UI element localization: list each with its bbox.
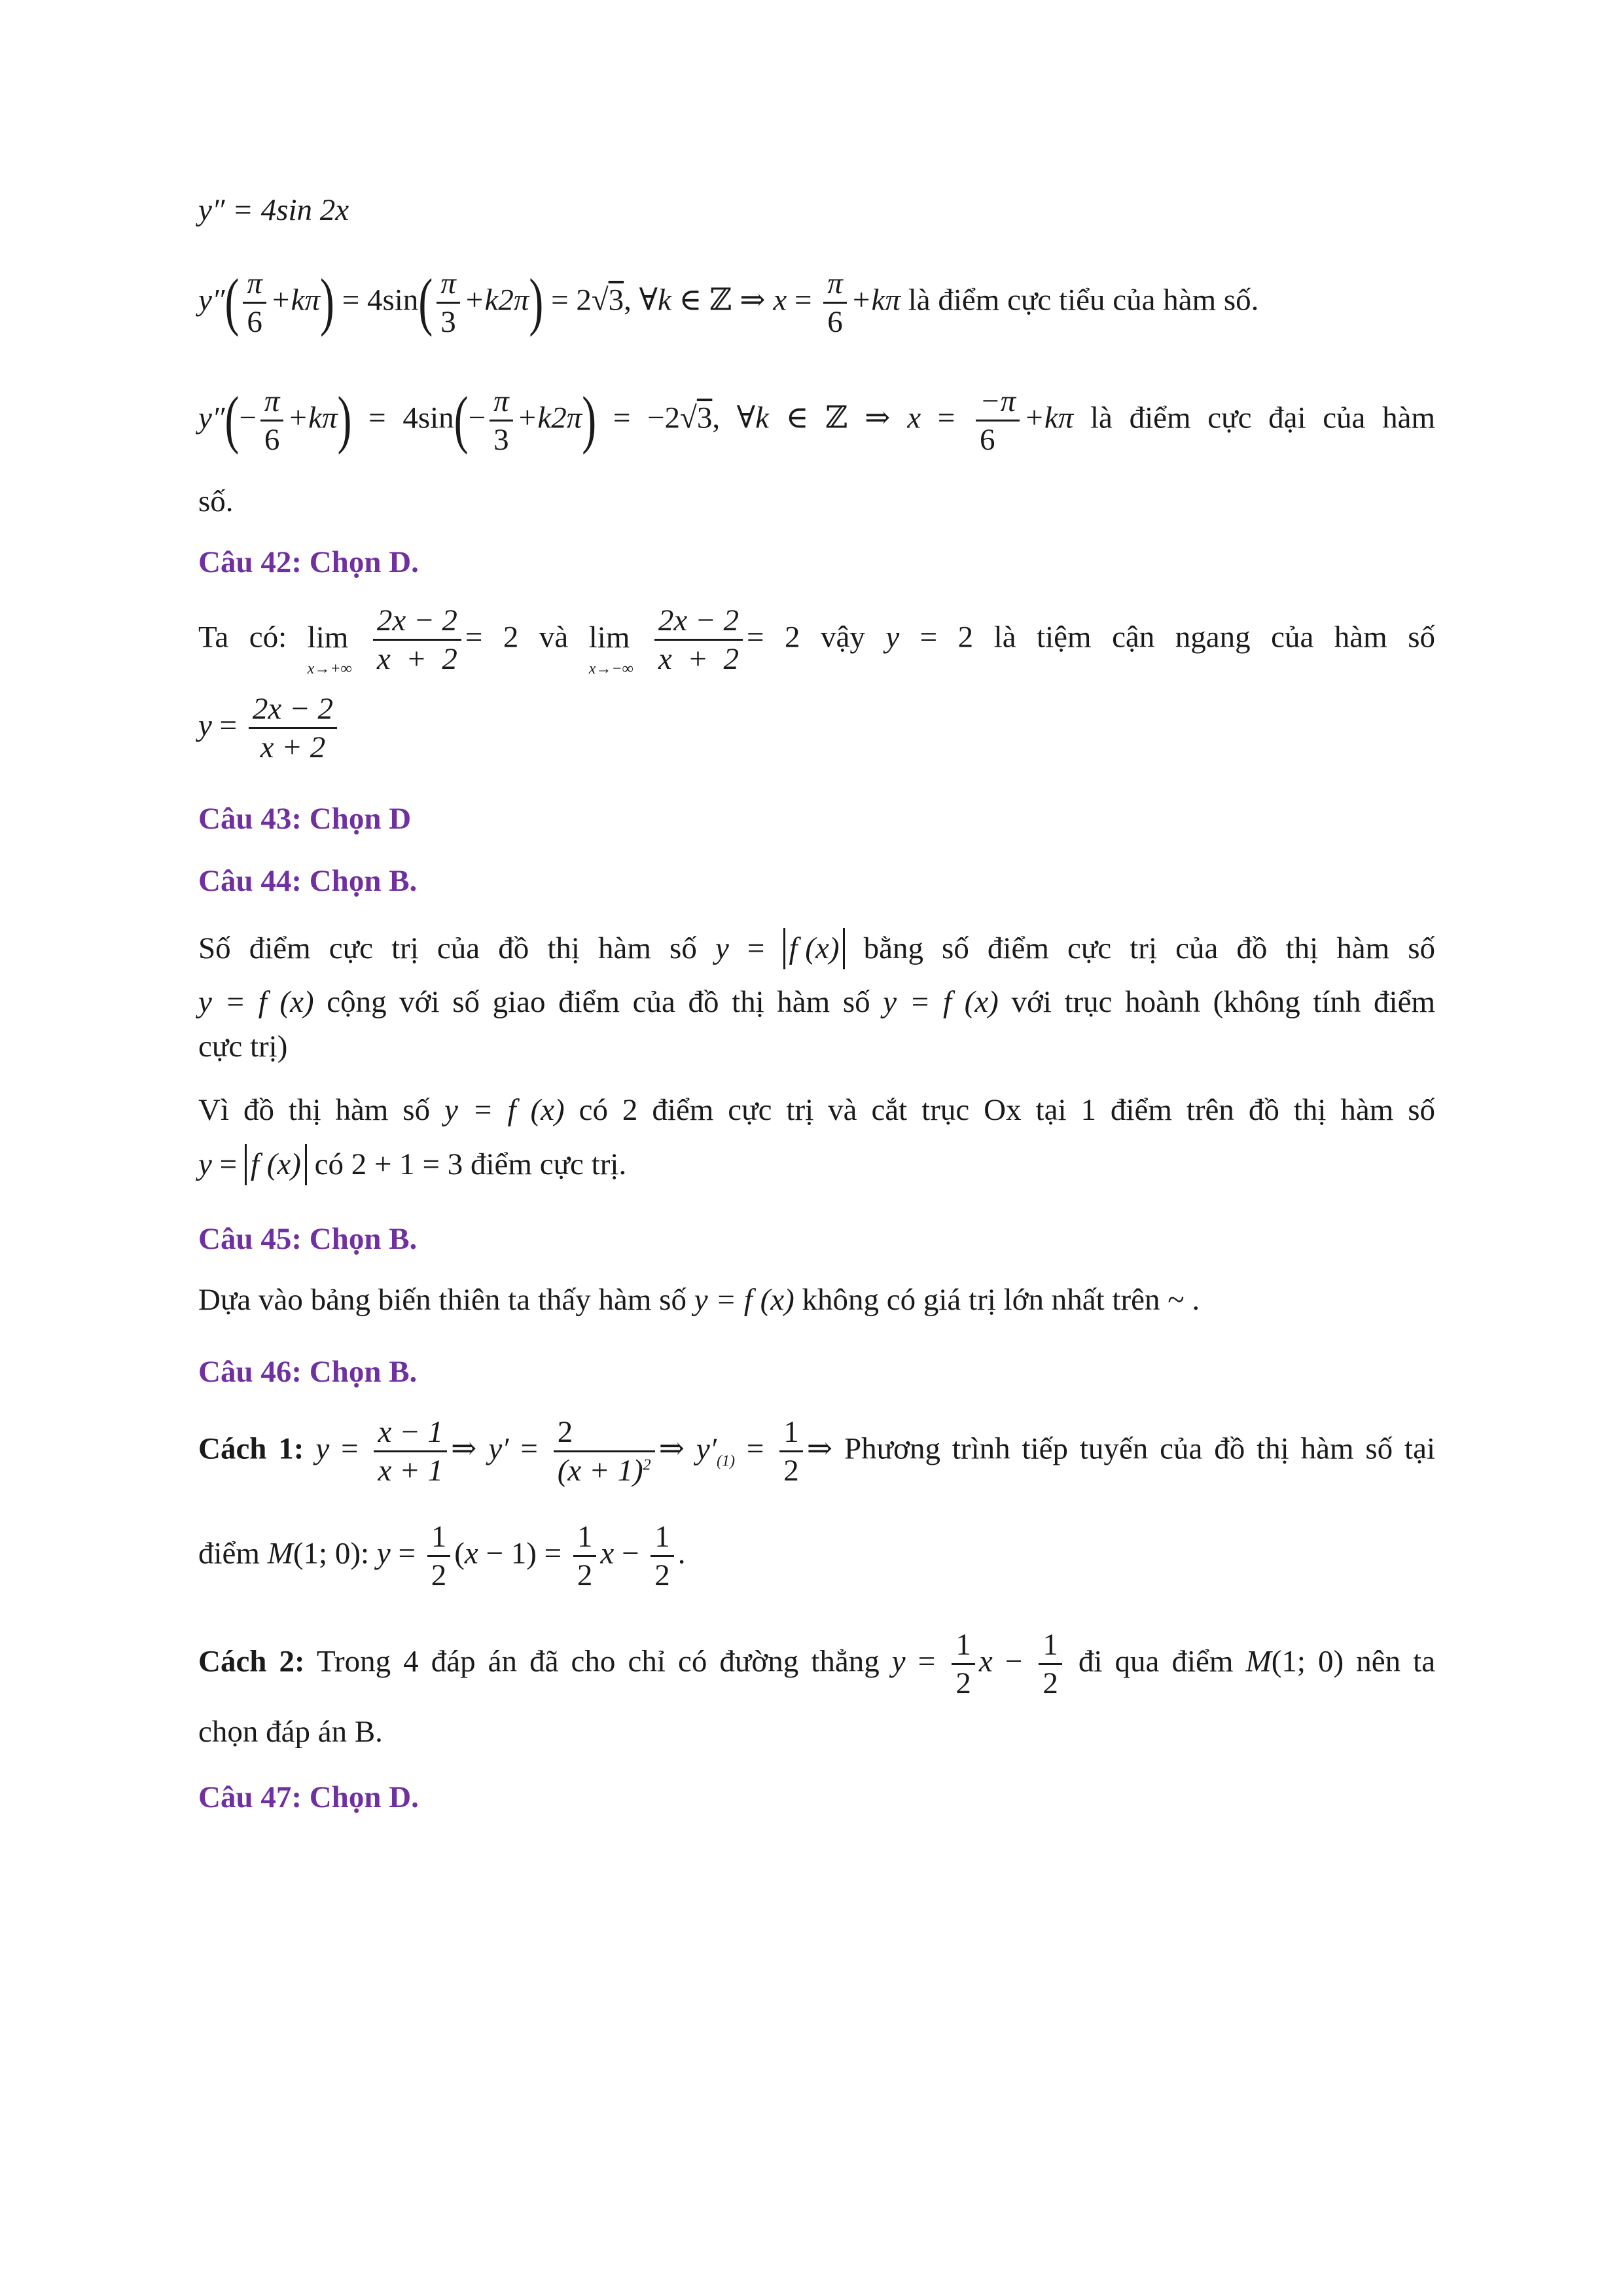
c44-line3: cực trị) bbox=[198, 1030, 288, 1064]
cach1-label: Cách 1: bbox=[198, 1431, 304, 1466]
heading-cau-44: Câu 44: Chọn B. bbox=[198, 864, 418, 898]
heading-cau-47: Câu 47: Chọn D. bbox=[198, 1780, 419, 1814]
heading-cau-42: Câu 42: Chọn D. bbox=[198, 545, 419, 579]
text: Dựa vào bảng biến thiên ta thấy hàm số bbox=[198, 1283, 687, 1317]
text: Ta có: bbox=[198, 620, 287, 655]
text: Số điểm cực trị của đồ thị hàm số bbox=[198, 931, 697, 965]
text: có 2 + 1 = 3 điểm cực trị. bbox=[314, 1147, 627, 1181]
c45-paragraph: Dựa vào bảng biến thiên ta thấy hàm số y = f (x) không có giá trị lớn nhất trên ~ . bbox=[198, 1283, 1200, 1317]
eq-min-line: y″( $\frac{\pi}{6}$ +kπ) = 4sin( $\frac{\pi}{3}$ +k2π) = 2√3, ∀k ∈ ℤ ⇒ x = $\frac{\pi}{6}$ +kπ là điểm cực tiểu của hàm số. bbox=[198, 266, 1259, 340]
max-tail: là điểm cực đại của hàm bbox=[1090, 401, 1436, 435]
eq-max-line: y″(− $\frac{\pi}{6}$ +kπ) = 4sin(− $\frac{\pi}{3}$ +k2π) = −2√3, ∀k ∈ ℤ ⇒ x = $\frac{-\pi}{6}$ +kπ là điểm cực đại của hàm bbox=[198, 384, 1436, 457]
c46-cach1: Cách 1: y = $\frac{x - 1}{x + 1}$ ⇒ y′ = $\frac{2}{(x + 1)^2}$ ⇒ $y'_{(1)}$ = $\frac{1}{2}$ ⇒ Phương trình tiếp tuyến của đồ thị hàm số tại bbox=[198, 1415, 1436, 1488]
text: điểm bbox=[198, 1536, 260, 1571]
c46-cach2-cont: chọn đáp án B. bbox=[198, 1715, 383, 1749]
text: nên ta bbox=[1356, 1644, 1436, 1679]
text: là tiệm cận ngang của hàm số bbox=[993, 620, 1436, 655]
c44-line4: Vì đồ thị hàm số y = f (x) có 2 điểm cực trị và cắt trục Ox tại 1 điểm trên đồ thị hàm số bbox=[198, 1093, 1435, 1127]
eq-text: y″ = 4sin 2x bbox=[198, 193, 349, 227]
text: không có giá trị lớn nhất trên ~ . bbox=[802, 1283, 1200, 1317]
max-tail-cont: số. bbox=[198, 484, 234, 518]
text: và bbox=[539, 620, 569, 655]
text: cộng với số giao điểm của đồ thị hàm số bbox=[327, 985, 870, 1019]
text: đi qua điểm bbox=[1078, 1644, 1234, 1679]
eq-second-derivative bbox=[198, 190, 1435, 231]
text: vậy bbox=[820, 620, 865, 655]
text: bằng số điểm cực trị của đồ thị hàm số bbox=[863, 931, 1436, 965]
c44-line2: y = f (x) cộng với số giao điểm của đồ thị hàm số y = f (x) với trục hoành (không tính điểm bbox=[198, 985, 1436, 1019]
c46-tangent-eq: điểm M(1; 0): y = $\frac{1}{2}$ (x − 1) = $\frac{1}{2}$ x − $\frac{1}{2}$ . bbox=[198, 1520, 686, 1593]
text: Trong 4 đáp án đã cho chỉ có đường thẳng bbox=[316, 1644, 880, 1679]
c42-paragraph: Ta có: lim x→+∞ $\frac{2x - 2}{x + 2}$ = 2 và lim x→−∞ $\frac{2x - 2}{x + 2}$ = 2 vậy y = 2 là tiệm cận ngang của hàm số bbox=[198, 603, 1436, 678]
text: Vì đồ thị hàm số bbox=[198, 1093, 431, 1127]
c42-function: y = $\frac{2x - 2}{x + 2}$ bbox=[198, 691, 1435, 766]
heading-cau-46: Câu 46: Chọn B. bbox=[198, 1355, 418, 1389]
text: với trục hoành (không tính điểm bbox=[1011, 985, 1436, 1019]
c44-line5: y = f (x) có 2 + 1 = 3 điểm cực trị. bbox=[198, 1144, 1435, 1185]
heading-cau-45: Câu 45: Chọn B. bbox=[198, 1222, 418, 1256]
c44-line1: Số điểm cực trị của đồ thị hàm số y = f (x) bằng số điểm cực trị của đồ thị hàm số bbox=[198, 928, 1435, 969]
cach2-label: Cách 2: bbox=[198, 1644, 305, 1679]
min-tail: là điểm cực tiểu của hàm số. bbox=[900, 283, 1259, 317]
text: Phương trình tiếp tuyến của đồ thị hàm số tại bbox=[844, 1431, 1436, 1466]
heading-cau-43: Câu 43: Chọn D bbox=[198, 802, 412, 836]
c46-cach2: Cách 2: Trong 4 đáp án đã cho chỉ có đường thẳng y = $\frac{1}{2}$ x − $\frac{1}{2}$ đi qua điểm M(1; 0) nên ta bbox=[198, 1628, 1436, 1701]
text: có 2 điểm cực trị và cắt trục Ox tại 1 điểm trên đồ thị hàm số bbox=[579, 1093, 1435, 1127]
